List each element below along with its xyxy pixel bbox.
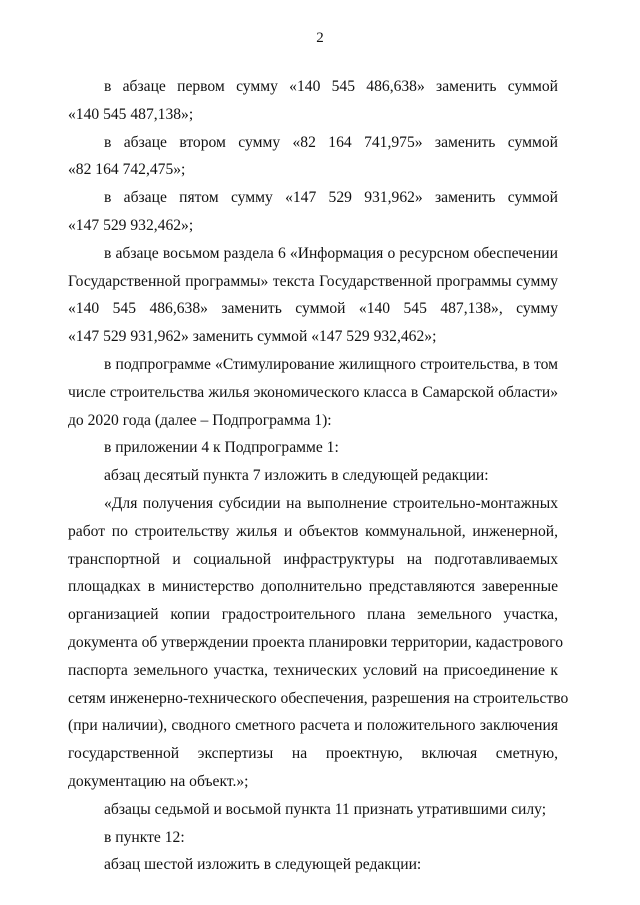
text-line: «147 529 932,462»;	[68, 216, 194, 234]
text-line: абзац десятый пункта 7 изложить в следующей редакции:	[104, 467, 489, 485]
text-line: в абзаце втором сумму «82 164 741,975» заменить суммой	[104, 133, 558, 151]
text-line: в абзаце восьмом раздела 6 «Информация о ресурсном обеспечении	[104, 244, 558, 262]
text-line: абзац шестой изложить в следующей редакции:	[104, 856, 422, 874]
text-line: в пункте 12:	[104, 828, 185, 846]
text-line: в абзаце пятом сумму «147 529 931,962» заменить суммой	[104, 189, 558, 207]
text-line: государственной экспертизы на проектную, включая сметную,	[68, 745, 558, 763]
text-line: площадках в министерство дополнительно представляются заверенные	[68, 578, 558, 596]
text-line: в абзаце первом сумму «140 545 486,638» заменить суммой	[104, 78, 558, 95]
text-line: работ по строительству жилья и объектов коммунальной, инженерной,	[68, 522, 558, 540]
text-line: числе строительства жилья экономического класса в Самарской области»	[68, 383, 558, 401]
text-line: в подпрограмме «Стимулирование жилищного строительства, в том	[104, 355, 558, 373]
page-number: 2	[316, 30, 324, 46]
text-line: «Для получения субсидии на выполнение строительно-монтажных	[104, 494, 558, 512]
text-line: организацией копии градостроительного плана земельного участка,	[68, 606, 558, 624]
text-line: «82 164 742,475»;	[68, 161, 186, 179]
text-line: Государственной программы» текста Государственной программы сумму	[68, 272, 558, 290]
text-line: транспортной и социальной инфраструктуры на подготавливаемых	[68, 550, 558, 568]
text-line: (при наличии), сводного сметного расчета и положительного заключения	[68, 717, 558, 735]
document-body	[68, 73, 569, 879]
text-line: «147 529 931,962» заменить суммой «147 529 932,462»;	[68, 328, 437, 346]
text-line: сетям инженерно-технического обеспечения, разрешения на строительство	[68, 689, 569, 707]
text-line: до 2020 года (далее – Подпрограмма 1):	[68, 411, 332, 429]
text-line: «140 545 487,138»;	[68, 105, 194, 123]
text-line: «140 545 486,638» заменить суммой «140 545 487,138», сумму	[68, 300, 558, 318]
text-line: абзацы седьмой и восьмой пункта 11 признать утратившими силу;	[104, 800, 547, 818]
text-line: паспорта земельного участка, технических условий на присоединение к	[68, 661, 558, 679]
text-line: документа об утверждении проекта планировки территории, кадастрового	[68, 633, 564, 651]
text-line: документацию на объект.»;	[68, 772, 249, 790]
text-line: в приложении 4 к Подпрограмме 1:	[104, 439, 339, 457]
